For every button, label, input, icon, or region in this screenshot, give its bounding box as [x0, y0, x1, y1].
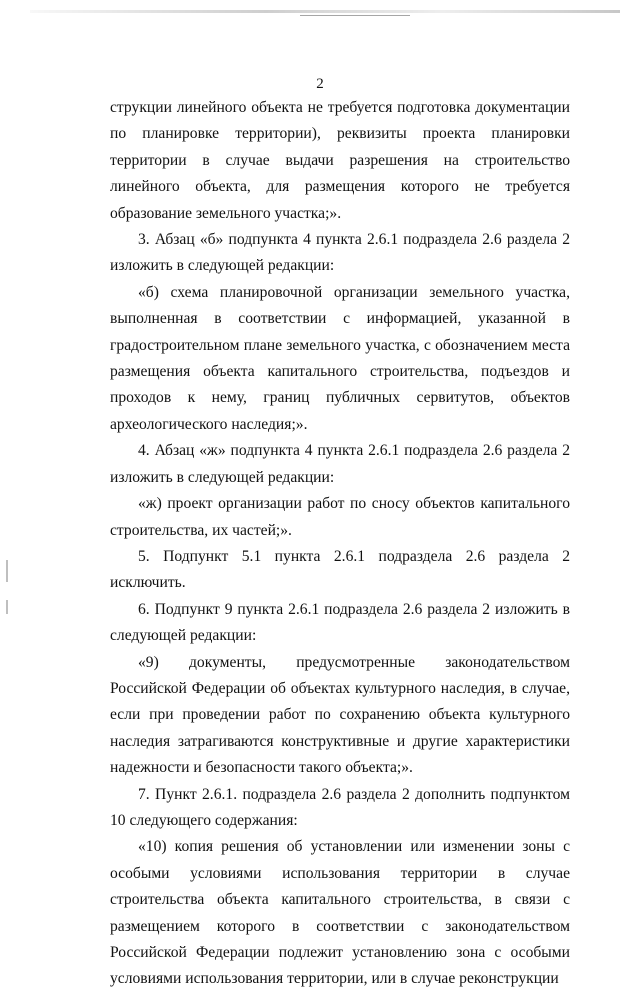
- paragraph: 5. Подпункт 5.1 пункта 2.6.1 подраздела 2.6 раздела 2 исключить.: [110, 547, 570, 592]
- paragraph: «ж) проект организации работ по сносу объектов капитального строительства, их частей;».: [110, 495, 570, 539]
- scan-artifact-margin-mark: [6, 560, 8, 582]
- paragraph: «б) схема планировочной организации земельного участка, выполненная в соответствии с информацией, указанной в градостроительном плане земельного участка, с обозначением места размещения объекта капитального строительства, подъездов и проходов к нему, границ публичных сервитутов, объектов археологического наследия;».: [110, 283, 570, 433]
- paragraph: 6. Подпункт 9 пункта 2.6.1 подраздела 2.6 раздела 2 изложить в следующей редакции:: [110, 600, 570, 645]
- scan-artifact-line: [300, 15, 410, 16]
- scan-artifact-top: [30, 10, 620, 13]
- document-body: [110, 95, 570, 993]
- paragraph: 7. Пункт 2.6.1. подраздела 2.6 раздела 2 дополнить подпунктом 10 следующего содержания:: [110, 785, 570, 829]
- page-number: 2: [316, 76, 324, 92]
- paragraph: струкции линейного объекта не требуется подготовка документации по планировке территории), реквизиты проекта планировки территории в случае выдачи разрешения на строительство линейного объекта, для размещения которого не требуется образование земельного участка;».: [110, 99, 570, 222]
- paragraph: «9) документы, предусмотренные законодательством Российской Федерации об объектах культурного наследия, в случае, если при проведении работ по сохранению объекта культурного наследия затрагиваются конструктивные и другие характеристики надежности и безопасности такого объекта;».: [110, 653, 570, 777]
- paragraph: 4. Абзац «ж» подпункта 4 пункта 2.6.1 подраздела 2.6 раздела 2 изложить в следующей редакции:: [110, 442, 570, 486]
- scan-artifact-margin-mark: [6, 600, 8, 614]
- paragraph: 3. Абзац «б» подпункта 4 пункта 2.6.1 подраздела 2.6 раздела 2 изложить в следующей редакции:: [110, 231, 570, 275]
- paragraph: «10) копия решения об установлении или изменении зоны с особыми условиями использования территории в случае строительства объекта капитального строительства, в связи с размещением которого в соответствии с законодательством Российской Федерации подлежит установлению зона с особыми условиями использования территории, или в случае реконструкции: [110, 838, 570, 988]
